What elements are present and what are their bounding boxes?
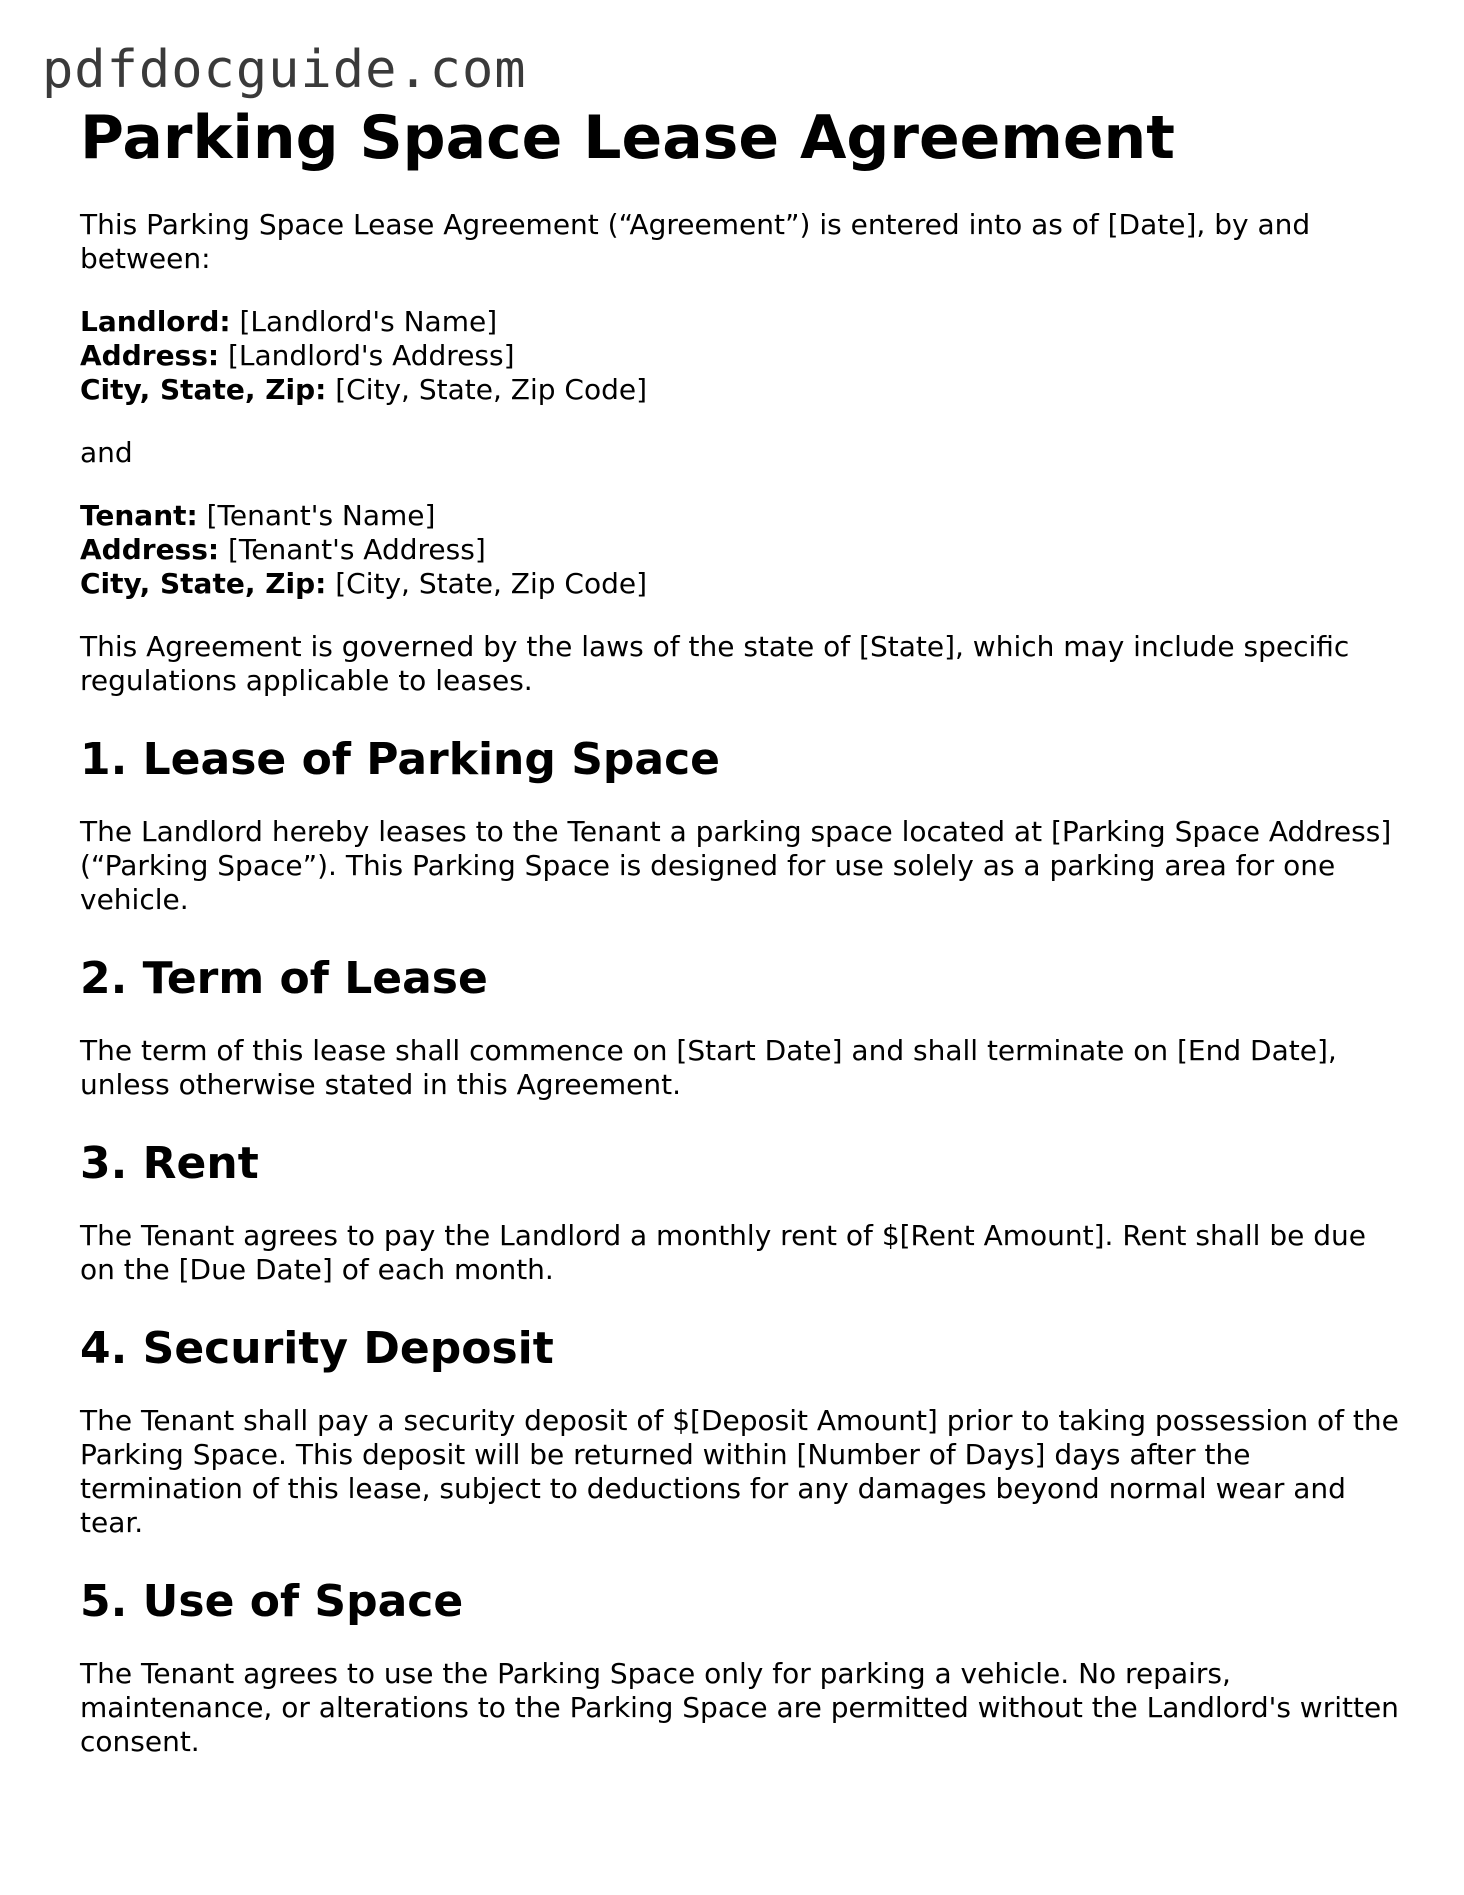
landlord-city-line (80, 373, 1400, 407)
section-body: The Landlord hereby leases to the Tenant a parking space located at [Parking Space Address] (“Parking Space”). This Parking Space is designed for use solely as a parking area for one vehicle. (80, 815, 1392, 916)
and-text: and (80, 436, 133, 469)
section-heading: 5. Use of Space (80, 1576, 464, 1627)
tenant-city-value: [City, State, Zip Code] (326, 567, 648, 600)
tenant-name-label: Tenant: (80, 499, 198, 532)
document-body (80, 102, 1400, 1759)
landlord-name-label: Landlord: (80, 305, 231, 338)
tenant-address-line (80, 533, 1400, 567)
intro-paragraph: This Parking Space Lease Agreement (“Agreement”) is entered into as of [Date], by and between: (80, 208, 1311, 275)
landlord-address-line (80, 339, 1400, 373)
section-heading: 1. Lease of Parking Space (80, 734, 720, 785)
section-heading: 3. Rent (80, 1138, 259, 1189)
tenant-name-value: [Tenant's Name] (197, 499, 436, 532)
section-body: The Tenant shall pay a security deposit of $[Deposit Amount] prior to taking possession of the Parking Space. This deposit will be returned within [Number of Days] days after the termination of this lease, subject to deductions for any damages beyond normal wear and tear. (80, 1404, 1399, 1539)
watermark: pdfdocguide.com (42, 40, 527, 100)
section-heading: 4. Security Deposit (80, 1323, 554, 1374)
governing-law-paragraph: This Agreement is governed by the laws of the state of [State], which may include specific regulations applicable to leases. (80, 630, 1350, 697)
landlord-city-label: City, State, Zip: (80, 373, 327, 406)
tenant-name-line (80, 499, 1400, 533)
section-use-of-space (80, 1576, 1400, 1759)
landlord-name-value: [Landlord's Name] (230, 305, 498, 338)
section-body: The term of this lease shall commence on [Start Date] and shall terminate on [End Date], unless otherwise stated in this Agreement. (80, 1034, 1337, 1101)
document-title: Parking Space Lease Agreement (80, 103, 1175, 173)
section-heading: 2. Term of Lease (80, 953, 488, 1004)
section-rent (80, 1138, 1400, 1287)
section-body: The Tenant agrees to pay the Landlord a monthly rent of $[Rent Amount]. Rent shall be due on the [Due Date] of each month. (80, 1219, 1367, 1286)
tenant-block (80, 499, 1400, 601)
tenant-address-label: Address: (80, 533, 220, 566)
landlord-address-value: [Landlord's Address] (219, 339, 515, 372)
section-term-of-lease (80, 953, 1400, 1102)
tenant-city-label: City, State, Zip: (80, 567, 327, 600)
tenant-city-line (80, 567, 1400, 601)
landlord-address-label: Address: (80, 339, 220, 372)
section-lease-of-parking-space (80, 734, 1400, 917)
section-body: The Tenant agrees to use the Parking Space only for parking a vehicle. No repairs, maintenance, or alterations to the Parking Space are permitted without the Landlord's written consent. (80, 1657, 1399, 1758)
section-security-deposit (80, 1323, 1400, 1540)
landlord-city-value: [City, State, Zip Code] (326, 373, 648, 406)
landlord-block (80, 305, 1400, 407)
tenant-address-value: [Tenant's Address] (219, 533, 486, 566)
landlord-name-line (80, 305, 1400, 339)
